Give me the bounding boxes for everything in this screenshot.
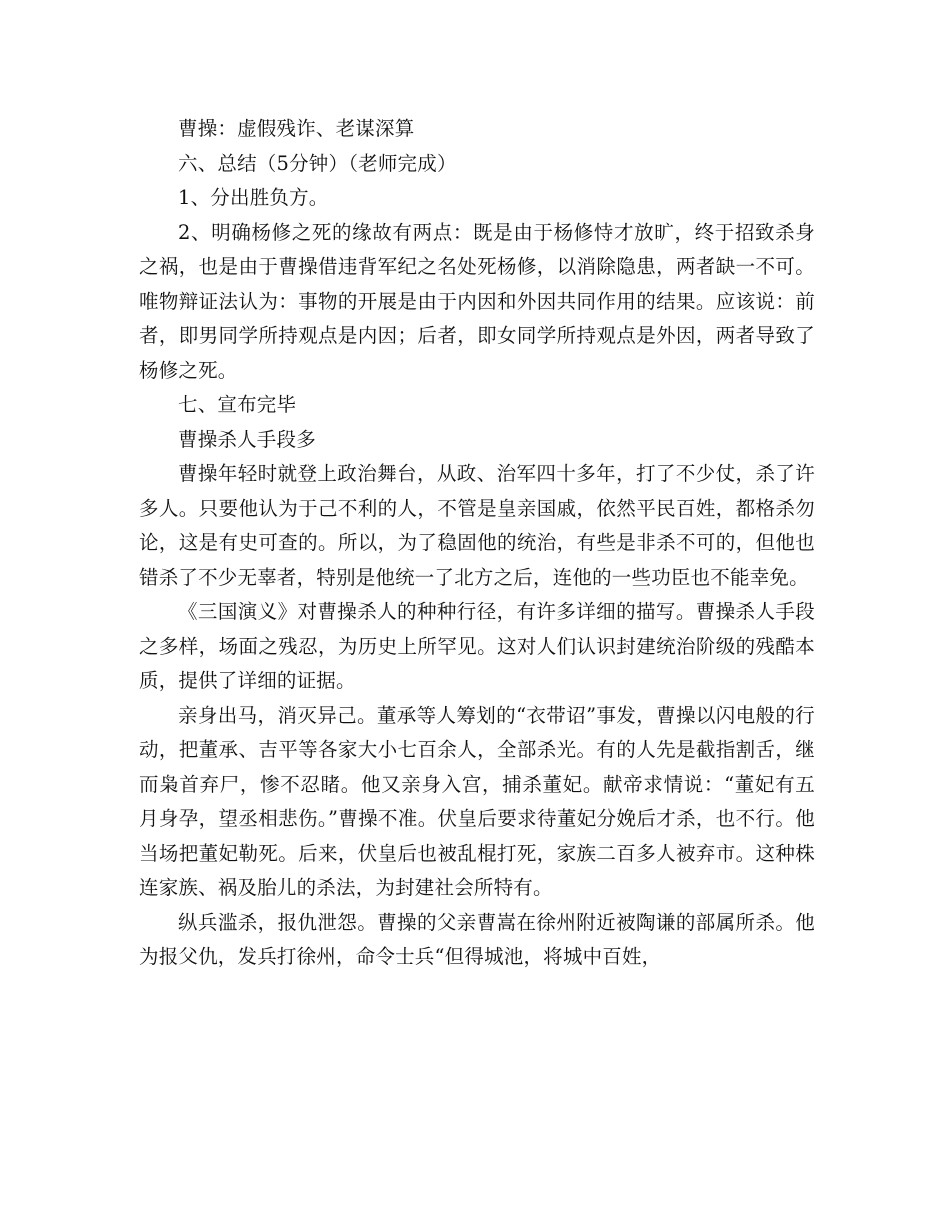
paragraph-eliminate: 亲身出马，消灭异己。董承等人筹划的“衣带诏”事发，曹操以闪电般的行动，把董承、吉平等各家大小七百余人，全部杀光。有的人先是截指割舌，继而枭首弃尸，惨不忍睹。他又亲身入宫，捕杀董妃。献帝求情说：“董妃有五月身孕，望丞相悲伤。”曹操不准。伏皇后要求待董妃分娩后才杀，也不行。他当场把董妃勒死。后来，伏皇后也被乱棍打死，家族二百多人被弃市。这种株连家族、祸及胎儿的杀法，为封建社会所特有。 <box>139 703 815 899</box>
paragraph-intro: 曹操年轻时就登上政治舞台，从政、治军四十多年，打了不少仗，杀了许多人。只要他认为于己不利的人，不管是皇亲国戚，依然平民百姓，都格杀勿论，这是有史可查的。所以，为了稳固他的统治，有些是非杀不可的，但他也错杀了不少无辜者，特别是他统一了北方之后，连他的一些功臣也不能幸免。 <box>139 462 815 589</box>
paragraph-revenge: 纵兵滥杀，报仇泄怨。曹操的父亲曹嵩在徐州附近被陶谦的部属所杀。他为报父仇，发兵打徐州，命令士兵“但得城池，将城中百姓， <box>139 910 815 968</box>
heading-summary: 六、总结（5分钟）（老师完成） <box>178 151 457 175</box>
heading-conclude: 七、宣布完毕 <box>178 393 297 416</box>
document-body <box>139 112 815 975</box>
paragraph-caocao-traits: 曹操：虚假残诈、老谋深算 <box>178 117 415 140</box>
paragraph-romance: 《三国演义》对曹操杀人的种种行径，有许多详细的描写。曹操杀人手段之多样，场面之残忍，为历史上所罕见。这对人们认识封建统治阶级的残酷本质，提供了详细的证据。 <box>139 600 815 692</box>
section-title: 曹操杀人手段多 <box>178 427 316 451</box>
paragraph-point-1: 1、分出胜负方。 <box>178 186 329 209</box>
paragraph-point-2: 2、明确杨修之死的缘故有两点：既是由于杨修恃才放旷，终于招致杀身之祸，也是由于曹操借违背军纪之名处死杨修，以消除隐患，两者缺一不可。唯物辩证法认为：事物的开展是由于内因和外因共同作用的结果。应该说：前者，即男同学所持观点是内因；后者，即女同学所持观点是外因，两者导致了杨修之死。 <box>139 220 815 382</box>
